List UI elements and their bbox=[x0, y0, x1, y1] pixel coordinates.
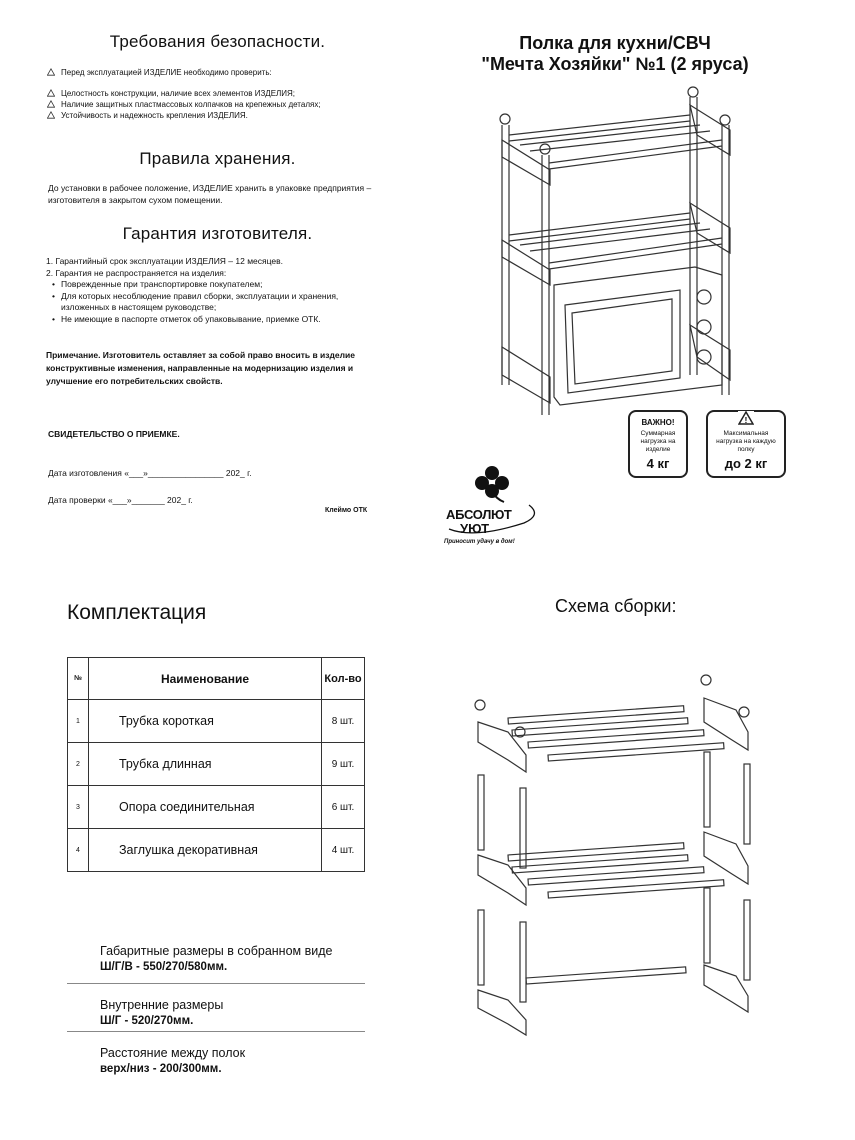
certificate-check-date: Дата проверки «___»_______ 202_ г. bbox=[48, 495, 193, 505]
safety-line bbox=[47, 88, 387, 99]
assembly-diagram bbox=[468, 660, 768, 1040]
row-qty: 4 шт. bbox=[322, 829, 365, 872]
row-num: 4 bbox=[68, 829, 89, 872]
shelf-gap-value: верх/низ - 200/300мм. bbox=[100, 1063, 222, 1075]
safety-list bbox=[47, 67, 387, 121]
row-num: 1 bbox=[68, 700, 89, 743]
table-row bbox=[68, 743, 365, 786]
row-num: 2 bbox=[68, 743, 89, 786]
warranty-note: Примечание. Изготовитель оставляет за собой право вносить в изделие конструктивные изменения, направленные на модернизацию изделия и улучшение его потребительских свойств. bbox=[46, 350, 355, 386]
badge-text: Максимальная нагрузка на каждую полку bbox=[716, 430, 776, 453]
divider bbox=[67, 983, 365, 984]
badge-text: Суммарная нагрузка на изделие bbox=[640, 430, 676, 453]
clover-icon bbox=[472, 463, 512, 503]
brand-name: УЮТ bbox=[460, 521, 490, 536]
warning-icon bbox=[47, 89, 55, 97]
dimensions-block bbox=[100, 943, 365, 1077]
row-name: Опора соединительная bbox=[89, 786, 322, 829]
inner-dimensions-value: Ш/Г - 520/270мм. bbox=[100, 1015, 194, 1027]
svg-text:!: ! bbox=[744, 416, 748, 425]
header-num: № bbox=[68, 658, 89, 700]
product-title-line: Полка для кухни/СВЧ bbox=[519, 33, 711, 53]
warranty-item: 2. Гарантия не распространяется на изделия: bbox=[46, 267, 227, 278]
warning-icon bbox=[47, 100, 55, 108]
safety-line bbox=[47, 67, 387, 78]
contents-title: Комплектация bbox=[67, 601, 207, 624]
warranty-bullet: • Не имеющие в паспорте отметок об упаковывание, приемке ОТК. bbox=[52, 313, 321, 324]
row-name: Заглушка декоративная bbox=[89, 829, 322, 872]
inner-dimensions-label: Внутренние размеры bbox=[100, 998, 224, 1012]
brand-slogan: Приносит удачу в дом! bbox=[444, 539, 515, 545]
total-load-badge bbox=[628, 410, 688, 478]
overall-dimensions-value: Ш/Г/В - 550/270/580мм. bbox=[100, 961, 228, 973]
safety-text: Целостность конструкции, наличие всех элементов ИЗДЕЛИЯ; bbox=[61, 89, 296, 98]
product-title bbox=[445, 33, 785, 75]
brand-name: АБСОЛЮТ bbox=[446, 507, 512, 522]
shelf-microwave-illustration bbox=[490, 85, 755, 420]
safety-text: Перед эксплуатацией ИЗДЕЛИЕ необходимо проверить: bbox=[61, 68, 272, 77]
warning-icon bbox=[47, 111, 55, 119]
badge-value: до 2 кг bbox=[724, 456, 768, 471]
safety-text: Устойчивость и надежность крепления ИЗДЕЛИЯ. bbox=[61, 111, 248, 120]
table-header-row bbox=[68, 658, 365, 700]
row-num: 3 bbox=[68, 786, 89, 829]
overall-dimensions-label: Габаритные размеры в собранном виде bbox=[100, 944, 333, 958]
divider bbox=[67, 1031, 365, 1032]
warning-icon bbox=[47, 68, 55, 76]
badge-value: 4 кг bbox=[646, 456, 670, 471]
row-name: Трубка длинная bbox=[89, 743, 322, 786]
badge-head: ВАЖНО! bbox=[641, 418, 675, 427]
warranty-bullet: • Поврежденные при транспортировке покупателем; bbox=[52, 279, 263, 289]
warranty-bullet: • Для которых несоблюдение правил сборки, эксплуатации и хранения, изложенных в настоящем руководстве; bbox=[52, 290, 339, 312]
warranty-title: Гарантия изготовителя. bbox=[122, 224, 313, 243]
warning-icon bbox=[738, 411, 754, 425]
header-qty: Кол-во bbox=[322, 658, 365, 700]
storage-text: До установки в рабочее положение, ИЗДЕЛИЕ хранить в упаковке предприятия – изготовителя в закрытом сухом помещении. bbox=[48, 183, 372, 205]
row-qty: 6 шт. bbox=[322, 786, 365, 829]
contents-table bbox=[67, 657, 365, 872]
row-qty: 8 шт. bbox=[322, 700, 365, 743]
shelf-load-badge bbox=[706, 410, 786, 478]
safety-line bbox=[47, 99, 387, 110]
certificate-made-date: Дата изготовления «___»________________ 202_ г. bbox=[48, 468, 252, 478]
table-row bbox=[68, 700, 365, 743]
shelf-gap-label: Расстояние между полок bbox=[100, 1046, 246, 1060]
brand-swoosh bbox=[444, 501, 544, 541]
product-title-line: "Мечта Хозяйки" №1 (2 яруса) bbox=[481, 54, 749, 74]
certificate-title: СВИДЕТЕЛЬСТВО О ПРИЕМКЕ. bbox=[48, 429, 180, 439]
safety-title: Требования безопасности. bbox=[109, 32, 326, 51]
warranty-item: 1. Гарантийный срок эксплуатации ИЗДЕЛИЯ – 12 месяцев. bbox=[46, 256, 284, 266]
row-qty: 9 шт. bbox=[322, 743, 365, 786]
storage-title: Правила хранения. bbox=[139, 149, 296, 168]
warranty-list bbox=[46, 256, 396, 325]
table-row bbox=[68, 786, 365, 829]
brand-logo bbox=[444, 463, 544, 553]
table-row bbox=[68, 829, 365, 872]
safety-line bbox=[47, 110, 387, 121]
certificate-stamp: Клеймо ОТК bbox=[325, 507, 368, 514]
row-name: Трубка короткая bbox=[89, 700, 322, 743]
header-name: Наименование bbox=[89, 658, 322, 700]
assembly-title: Схема сборки: bbox=[555, 596, 677, 616]
safety-text: Наличие защитных пластмассовых колпачков на крепежных деталях; bbox=[61, 100, 321, 109]
